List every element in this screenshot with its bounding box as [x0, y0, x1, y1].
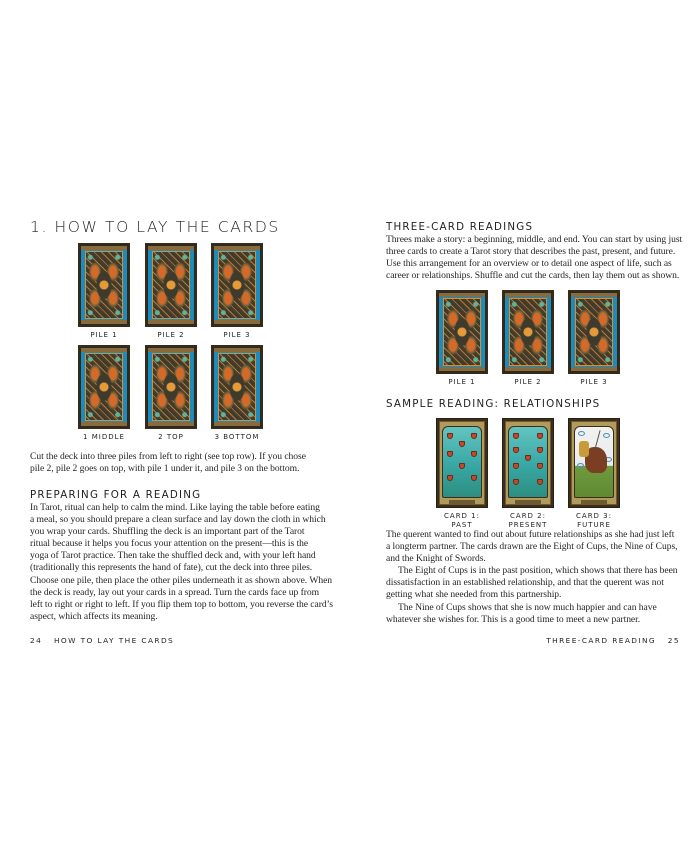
pile-label: PILE 2 [157, 331, 185, 339]
section-heading: THREE-CARD READINGS [386, 221, 534, 233]
pile-label: PILE 1 [90, 331, 118, 339]
running-head: HOW TO LAY THE CARDS [53, 636, 175, 645]
body-paragraph [30, 502, 335, 623]
running-head: THREE-CARD READING [546, 636, 657, 645]
page-footer [546, 636, 680, 645]
order-label: 1 MIDDLE [83, 433, 125, 441]
body-line: getting what she needed from this partnership. [386, 589, 562, 601]
right-page [350, 0, 700, 855]
body-line: you wrap your cards. Shuffling the deck is an important part of the Tarot [30, 526, 305, 538]
order-label: 3 BOTTOM [214, 433, 260, 441]
card-back-pile-1 [78, 243, 130, 327]
page-number: 25 [667, 636, 680, 645]
body-line: The querent wanted to find out about future relationships as she had just left [386, 529, 675, 540]
card-position-label: CARD 3: FUTURE [576, 512, 612, 529]
body-line: three cards to create a Tarot story that describes the past, present, and future. [386, 246, 676, 258]
body-line: a longterm partner. The cards drawn are the Eight of Cups, the Nine of Cups, [386, 541, 678, 553]
card-back-pile-3 [568, 290, 620, 374]
reading-text [386, 529, 691, 626]
card-back-pile-1 [436, 290, 488, 374]
body-line: In Tarot, ritual can help to calm the mind. Like laying the table before eating [30, 502, 320, 513]
pile-label: PILE 1 [448, 378, 476, 386]
body-line: and the Knight of Swords. [386, 553, 486, 565]
card-back-bottom [211, 345, 263, 429]
page-number: 24 [30, 636, 43, 645]
body-line: Use this arrangement for an overview or to detail one aspect of life, such as [386, 258, 672, 270]
page-title: 1. HOW TO LAY THE CARDS [30, 218, 280, 236]
body-line: The Eight of Cups is in the past position, which shows that there has been [398, 565, 678, 577]
card-back-pile-3 [211, 243, 263, 327]
nine-of-cups-card [502, 418, 554, 508]
page-footer [30, 636, 174, 645]
body-line: dissatisfaction in an established relationship, and that the querent was not [386, 577, 664, 589]
body-line: Choose one pile, then place the other piles underneath it as shown above. When [30, 574, 333, 586]
eight-of-cups-card [436, 418, 488, 508]
body-line: The Nine of Cups shows that she is now much happier and can have [398, 601, 657, 613]
body-line: yoga of Tarot practice. Then take the shuffled deck and, with your left hand [30, 550, 316, 562]
knight-of-swords-card [568, 418, 620, 508]
pile-label: PILE 3 [223, 331, 251, 339]
caption-line: Cut the deck into three piles from left to right (see top row). If you chose [30, 451, 306, 462]
section-heading: PREPARING FOR A READING [30, 489, 202, 501]
body-line: the deck is ready, lay out your cards in a spread. Turn the cards face up from [30, 586, 320, 598]
card-back-middle [78, 345, 130, 429]
body-line: whatever she wishes for. This is a good time to meet a new partner. [386, 613, 641, 625]
caption-line: pile 2, pile 2 goes on top, with pile 1 under it, and pile 3 on the bottom. [30, 463, 300, 475]
body-line: career or relationships. Shuffle and cut the cards, then lay them out as shown. [386, 270, 680, 282]
card-back-pile-2 [502, 290, 554, 374]
card-back-pile-2 [145, 243, 197, 327]
card-position-label: CARD 1: PAST [444, 512, 480, 529]
body-line: aspect, which affects its meaning. [30, 610, 158, 622]
card-back-top [145, 345, 197, 429]
body-line: (traditionally this represents the hand of fate), cut the deck into three piles. [30, 562, 313, 574]
order-label: 2 TOP [158, 433, 184, 441]
section-heading: SAMPLE READING: RELATIONSHIPS [386, 398, 601, 410]
card-position-label: CARD 2: PRESENT [508, 512, 548, 529]
pile-label: PILE 2 [514, 378, 542, 386]
pile-label: PILE 3 [580, 378, 608, 386]
caption [30, 451, 330, 475]
body-line: a meal, so you should prepare a clean surface and lay down the cloth in which [30, 514, 326, 526]
body-line: left to right or right to left. If you flip them top to bottom, you reverse the card’s [30, 598, 333, 610]
body-line: Threes make a story: a beginning, middle, and end. You can start by using just [386, 234, 683, 245]
body-line: ritual because it helps you focus your attention on the present—this is the [30, 538, 309, 550]
intro-paragraph [386, 234, 691, 282]
